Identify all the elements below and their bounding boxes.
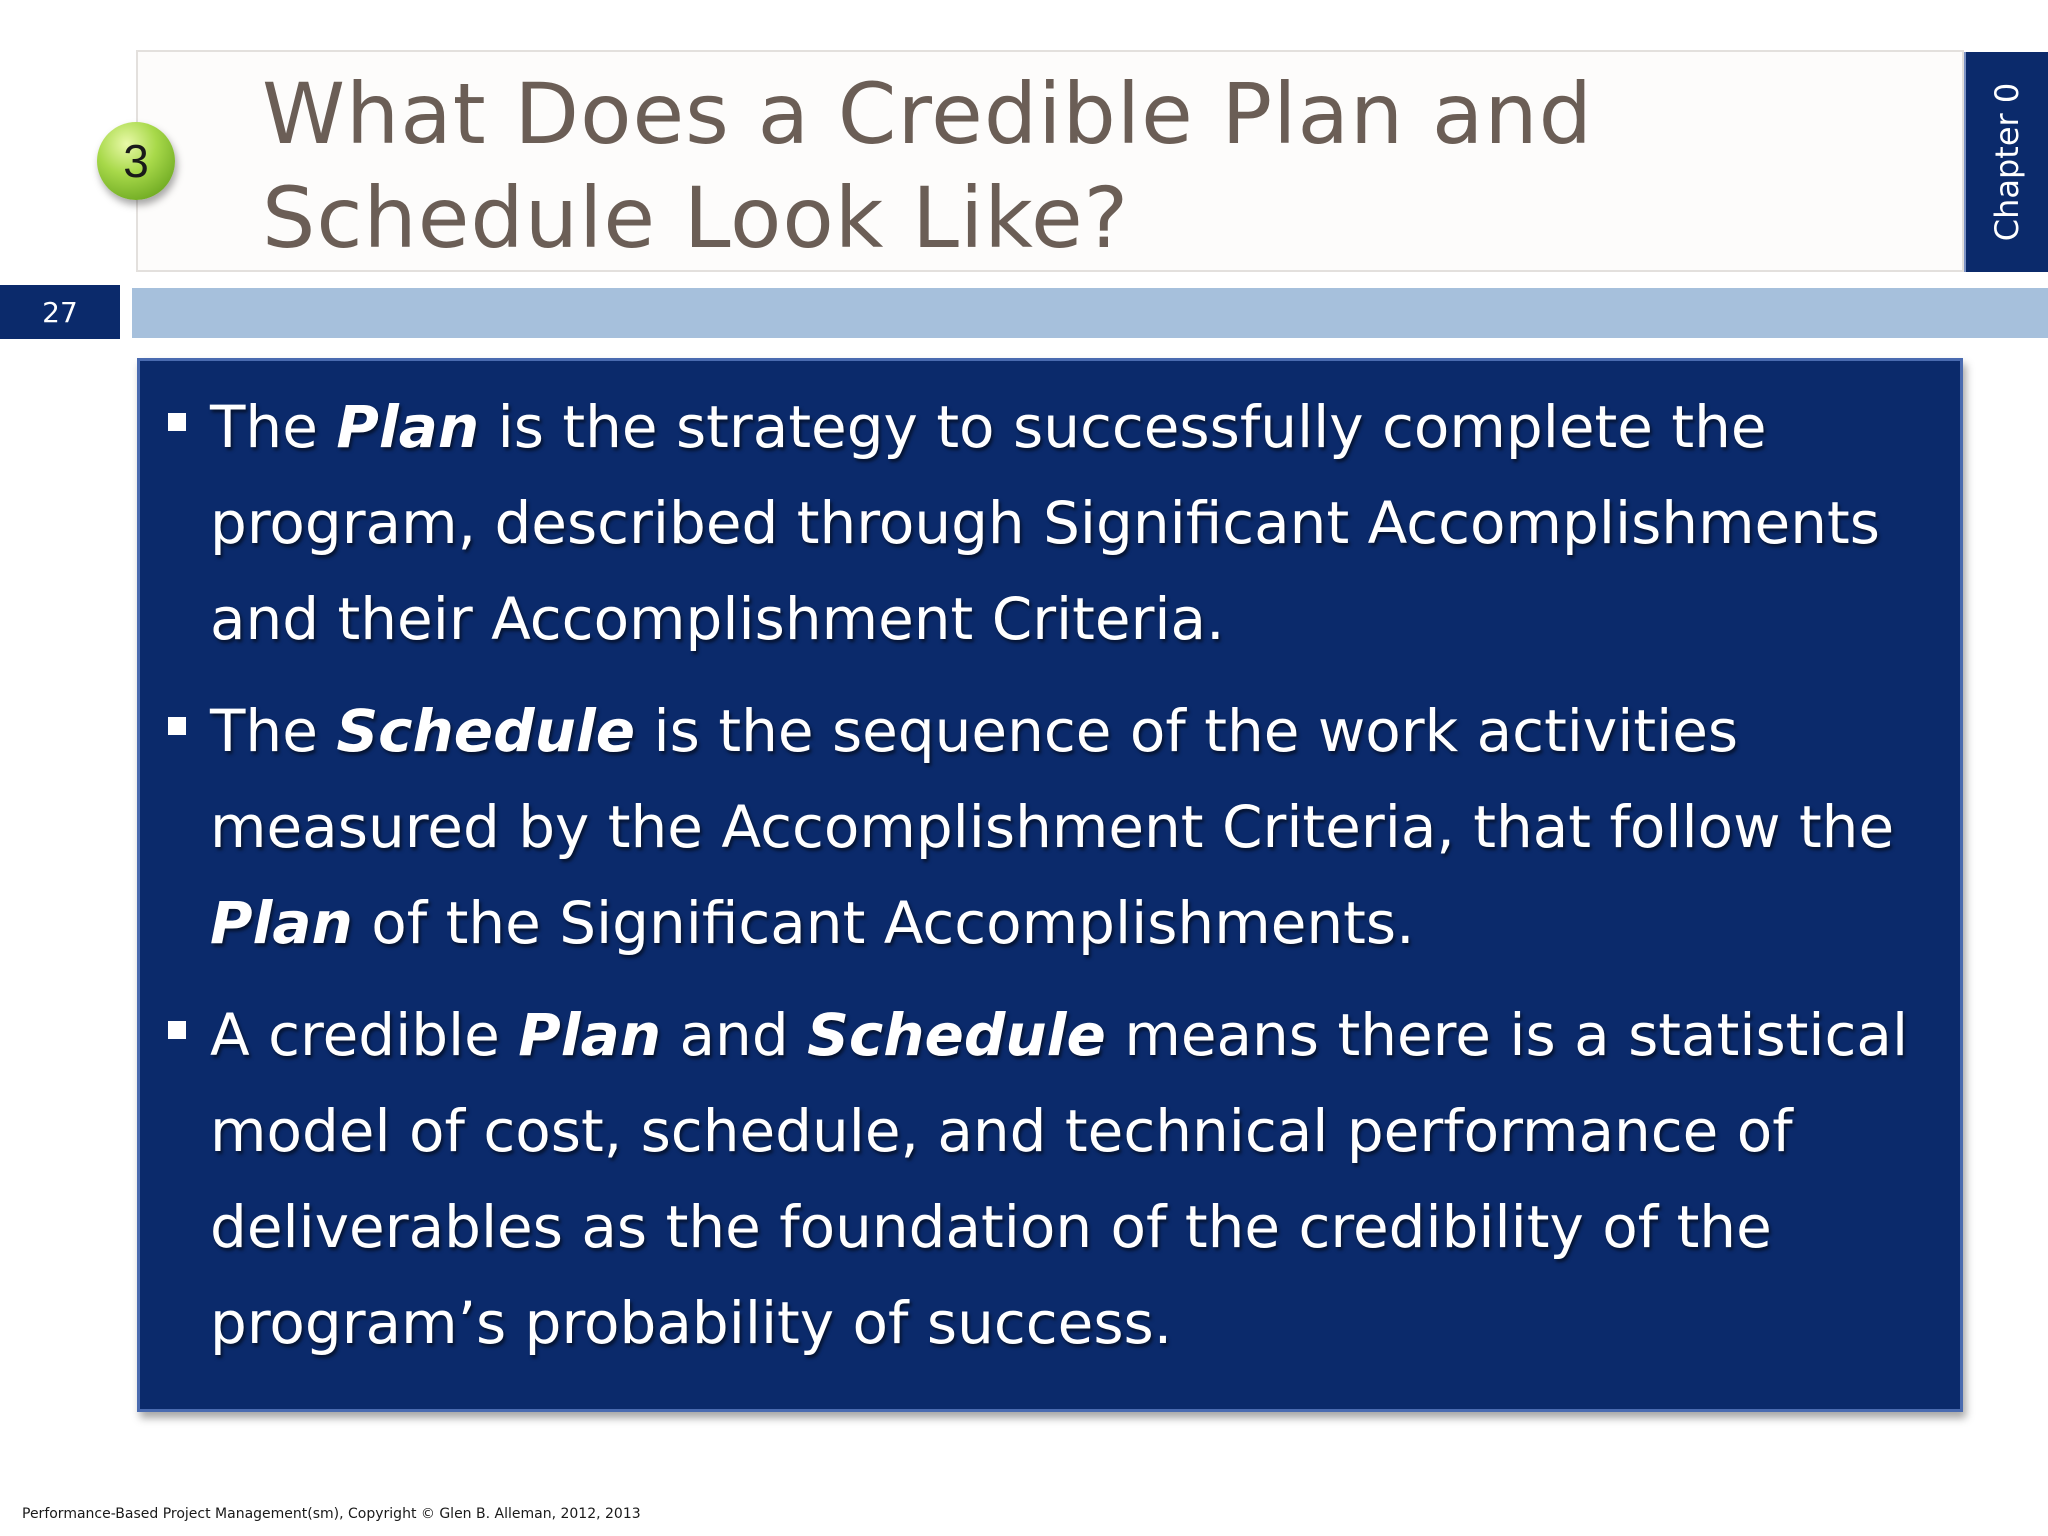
title-rule-bar (132, 288, 2048, 338)
bullet-schedule (168, 683, 1948, 971)
title-line-2: Schedule Look Like? (262, 169, 1130, 267)
bullet-plan (168, 379, 1948, 667)
step-number-badge-icon (97, 122, 175, 200)
page-title (262, 62, 1912, 270)
step-number: 3 (123, 135, 149, 187)
chapter-tab (1964, 52, 2048, 272)
emphasis-plan: Plan (210, 889, 353, 957)
bullet-text: The (210, 697, 337, 765)
emphasis-plan: Plan (336, 393, 480, 461)
bullet-text: A credible (210, 1001, 519, 1069)
bullet-list (168, 379, 1948, 1387)
content-panel (137, 358, 1963, 1412)
square-bullet-icon (168, 413, 186, 431)
chapter-label: Chapter 0 (1988, 82, 2026, 242)
emphasis-schedule: Schedule (336, 697, 636, 765)
emphasis-schedule: Schedule (807, 1001, 1106, 1069)
square-bullet-icon (168, 1021, 186, 1039)
page-number: 27 (0, 285, 120, 339)
copyright-footer: Performance-Based Project Management(sm), Copyright © Glen B. Alleman, 2012, 2013 (22, 1506, 641, 1522)
bullet-credible (168, 987, 1948, 1371)
emphasis-plan: Plan (518, 1001, 662, 1069)
square-bullet-icon (168, 717, 186, 735)
bullet-text: means there is a statistical model of cost, schedule, and technical performance of deliverables as the foundation of the credibility of the program’s probability of success. (210, 1001, 1909, 1357)
bullet-text: is the strategy to successfully complete the program, described through Significant Accomplishments and their Accomplishment Criteria. (210, 393, 1880, 653)
bullet-text: The (210, 393, 337, 461)
bullet-text: of the Significant Accomplishments. (352, 889, 1415, 957)
bullet-text: and (661, 1001, 808, 1069)
bullet-text: is the sequence of the work activities measured by the Accomplishment Criteria, that follow the (210, 697, 1895, 861)
title-line-1: What Does a Credible Plan and (262, 65, 1593, 163)
